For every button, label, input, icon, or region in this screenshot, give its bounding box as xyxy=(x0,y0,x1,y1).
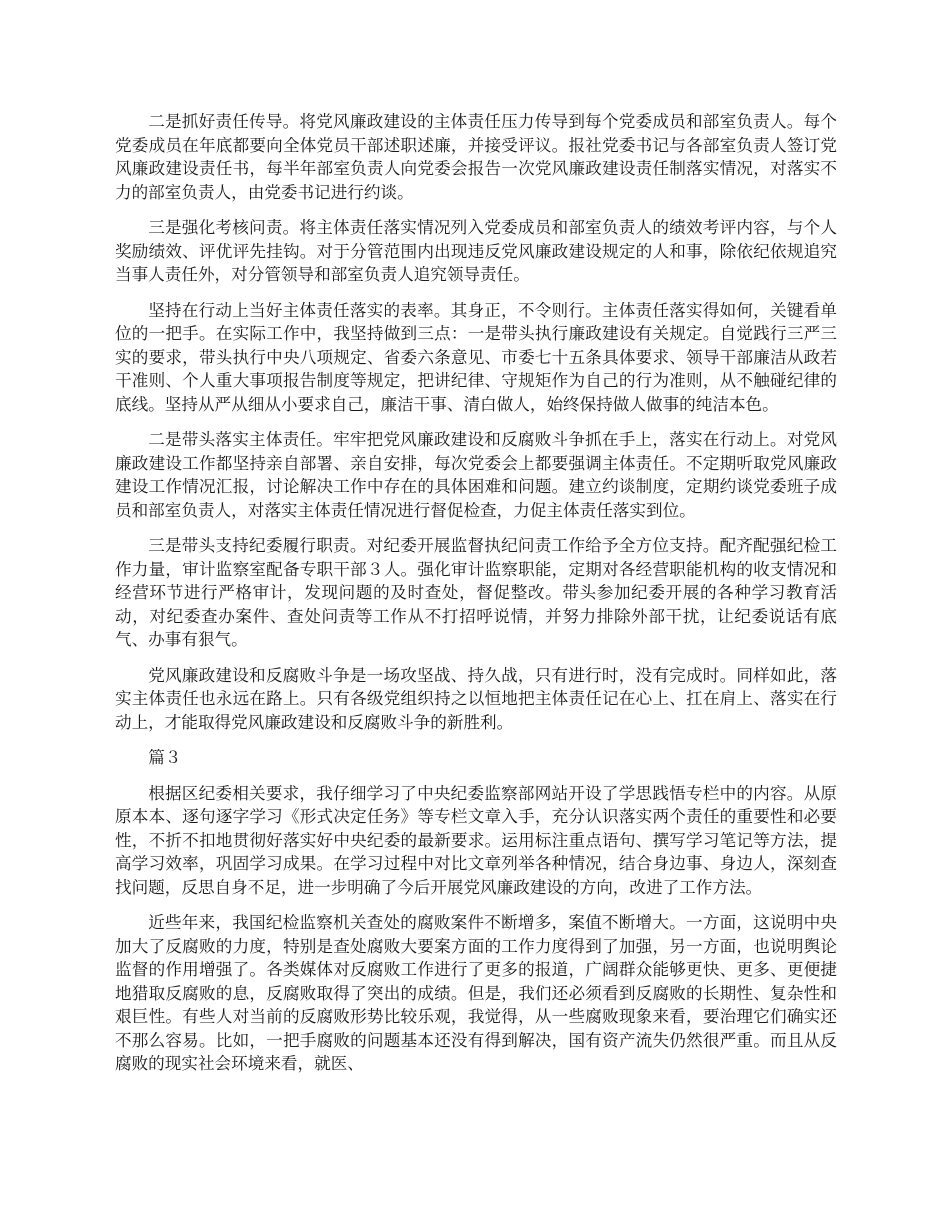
paragraph: 党风廉政建设和反腐败斗争是一场攻坚战、持久战，只有进行时，没有完成时。同样如此，落实主体责任也永远在路上。只有各级党组织持之以恒地把主体责任记在心上、扛在肩上、落实在行动上，才能取得党风廉政建设和反腐败斗争的新胜利。 xyxy=(115,665,837,732)
paragraph: 三是强化考核问责。将主体责任落实情况列入党委成员和部室负责人的绩效考评内容，与个人奖励绩效、评优评先挂钩。对于分管范围内出现违反党风廉政建设规定的人和事，除依纪依规追究当事人责任外，对分管领导和部室负责人追究领导责任。 xyxy=(115,218,837,284)
paragraph: 二是带头落实主体责任。牢牢把党风廉政建设和反腐败斗争抓在手上，落实在行动上。对党风廉政建设工作都坚持亲自部署、亲自安排，每次党委会上都要强调主体责任。不定期听取党风廉政建设工作情况汇报，讨论解决工作中存在的具体困难和问题。建立约谈制度，定期约谈党委班子成员和部室负责人，对落实主体责任情况进行督促检查，力促主体责任落实到位。 xyxy=(115,430,837,520)
document-page xyxy=(115,110,837,1088)
paragraph: 二是抓好责任传导。将党风廉政建设的主体责任压力传导到每个党委成员和部室负责人。每个党委成员在年底都要向全体党员干部述职述廉，并接受评议。报社党委书记与各部室负责人签订党风廉政建设责任书，每半年部室负责人向党委会报告一次党风廉政建设责任制落实情况，对落实不力的部室负责人，由党委书记进行约谈。 xyxy=(115,112,837,202)
paragraph: 近些年来，我国纪检监察机关查处的腐败案件不断增多，案值不断增大。一方面，这说明中央加大了反腐败的力度，特别是查处腐败大要案方面的工作力度得到了加强，另一方面，也说明舆论监督的作用增强了。各类媒体对反腐败工作进行了更多的报道，广阔群众能够更快、更多、更便捷地猎取反腐败的息，反腐败取得了突出的成绩。但是，我们还必须看到反腐败的长期性、复杂性和艰巨性。有些人对当前的反腐败形势比较乐观，我觉得，从一些腐败现象来看，要治理它们确实还不那么容易。比如，一把手腐败的问题基本还没有得到解决，国有资产流失仍然很严重。而且从反腐败的现实社会环境来看，就医、 xyxy=(115,913,837,1073)
paragraph: 根据区纪委相关要求，我仔细学习了中央纪委监察部网站开设了学思践悟专栏中的内容。从原原本本、逐句逐字学习《形式决定任务》等专栏文章入手，充分认识落实两个责任的重要性和必要性，不折不扣地贯彻好落实好中央纪委的最新要求。运用标注重点语句、撰写学习笔记等方法，提高学习效率，巩固学习成果。在学习过程中对比文章列举各种情况，结合身边事、身边人，深刻查找问题，反思自身不足，进一步明确了今后开展党风廉政建设的方向，改进了工作方法。 xyxy=(115,783,837,897)
paragraph: 坚持在行动上当好主体责任落实的表率。其身正，不令则行。主体责任落实得如何，关键看单位的一把手。在实际工作中，我坚持做到三点：一是带头执行廉政建设有关规定。自觉践行三严三实的要求，带头执行中央八项规定、省委六条意见、市委七十五条具体要求、领导干部廉洁从政若干准则、个人重大事项报告制度等规定，把讲纪律、守规矩作为自己的行为准则，从不触碰纪律的底线。坚持从严从细从小要求自己，廉洁干事、清白做人，始终保持做人做事的纯洁本色。 xyxy=(115,300,837,414)
section-heading: 篇３ xyxy=(148,748,182,767)
paragraph: 三是带头支持纪委履行职责。对纪委开展监督执纪问责工作给予全方位支持。配齐配强纪检工作力量，审计监察室配备专职干部３人。强化审计监察职能，定期对各经营职能机构的收支情况和经营环节进行严格审计，发现问题的及时查处，督促整改。带头参加纪委开展的各种学习教育活动，对纪委查办案件、查处问责等工作从不打招呼说情，并努力排除外部干扰，让纪委说话有底气、办事有狠气。 xyxy=(115,536,837,649)
